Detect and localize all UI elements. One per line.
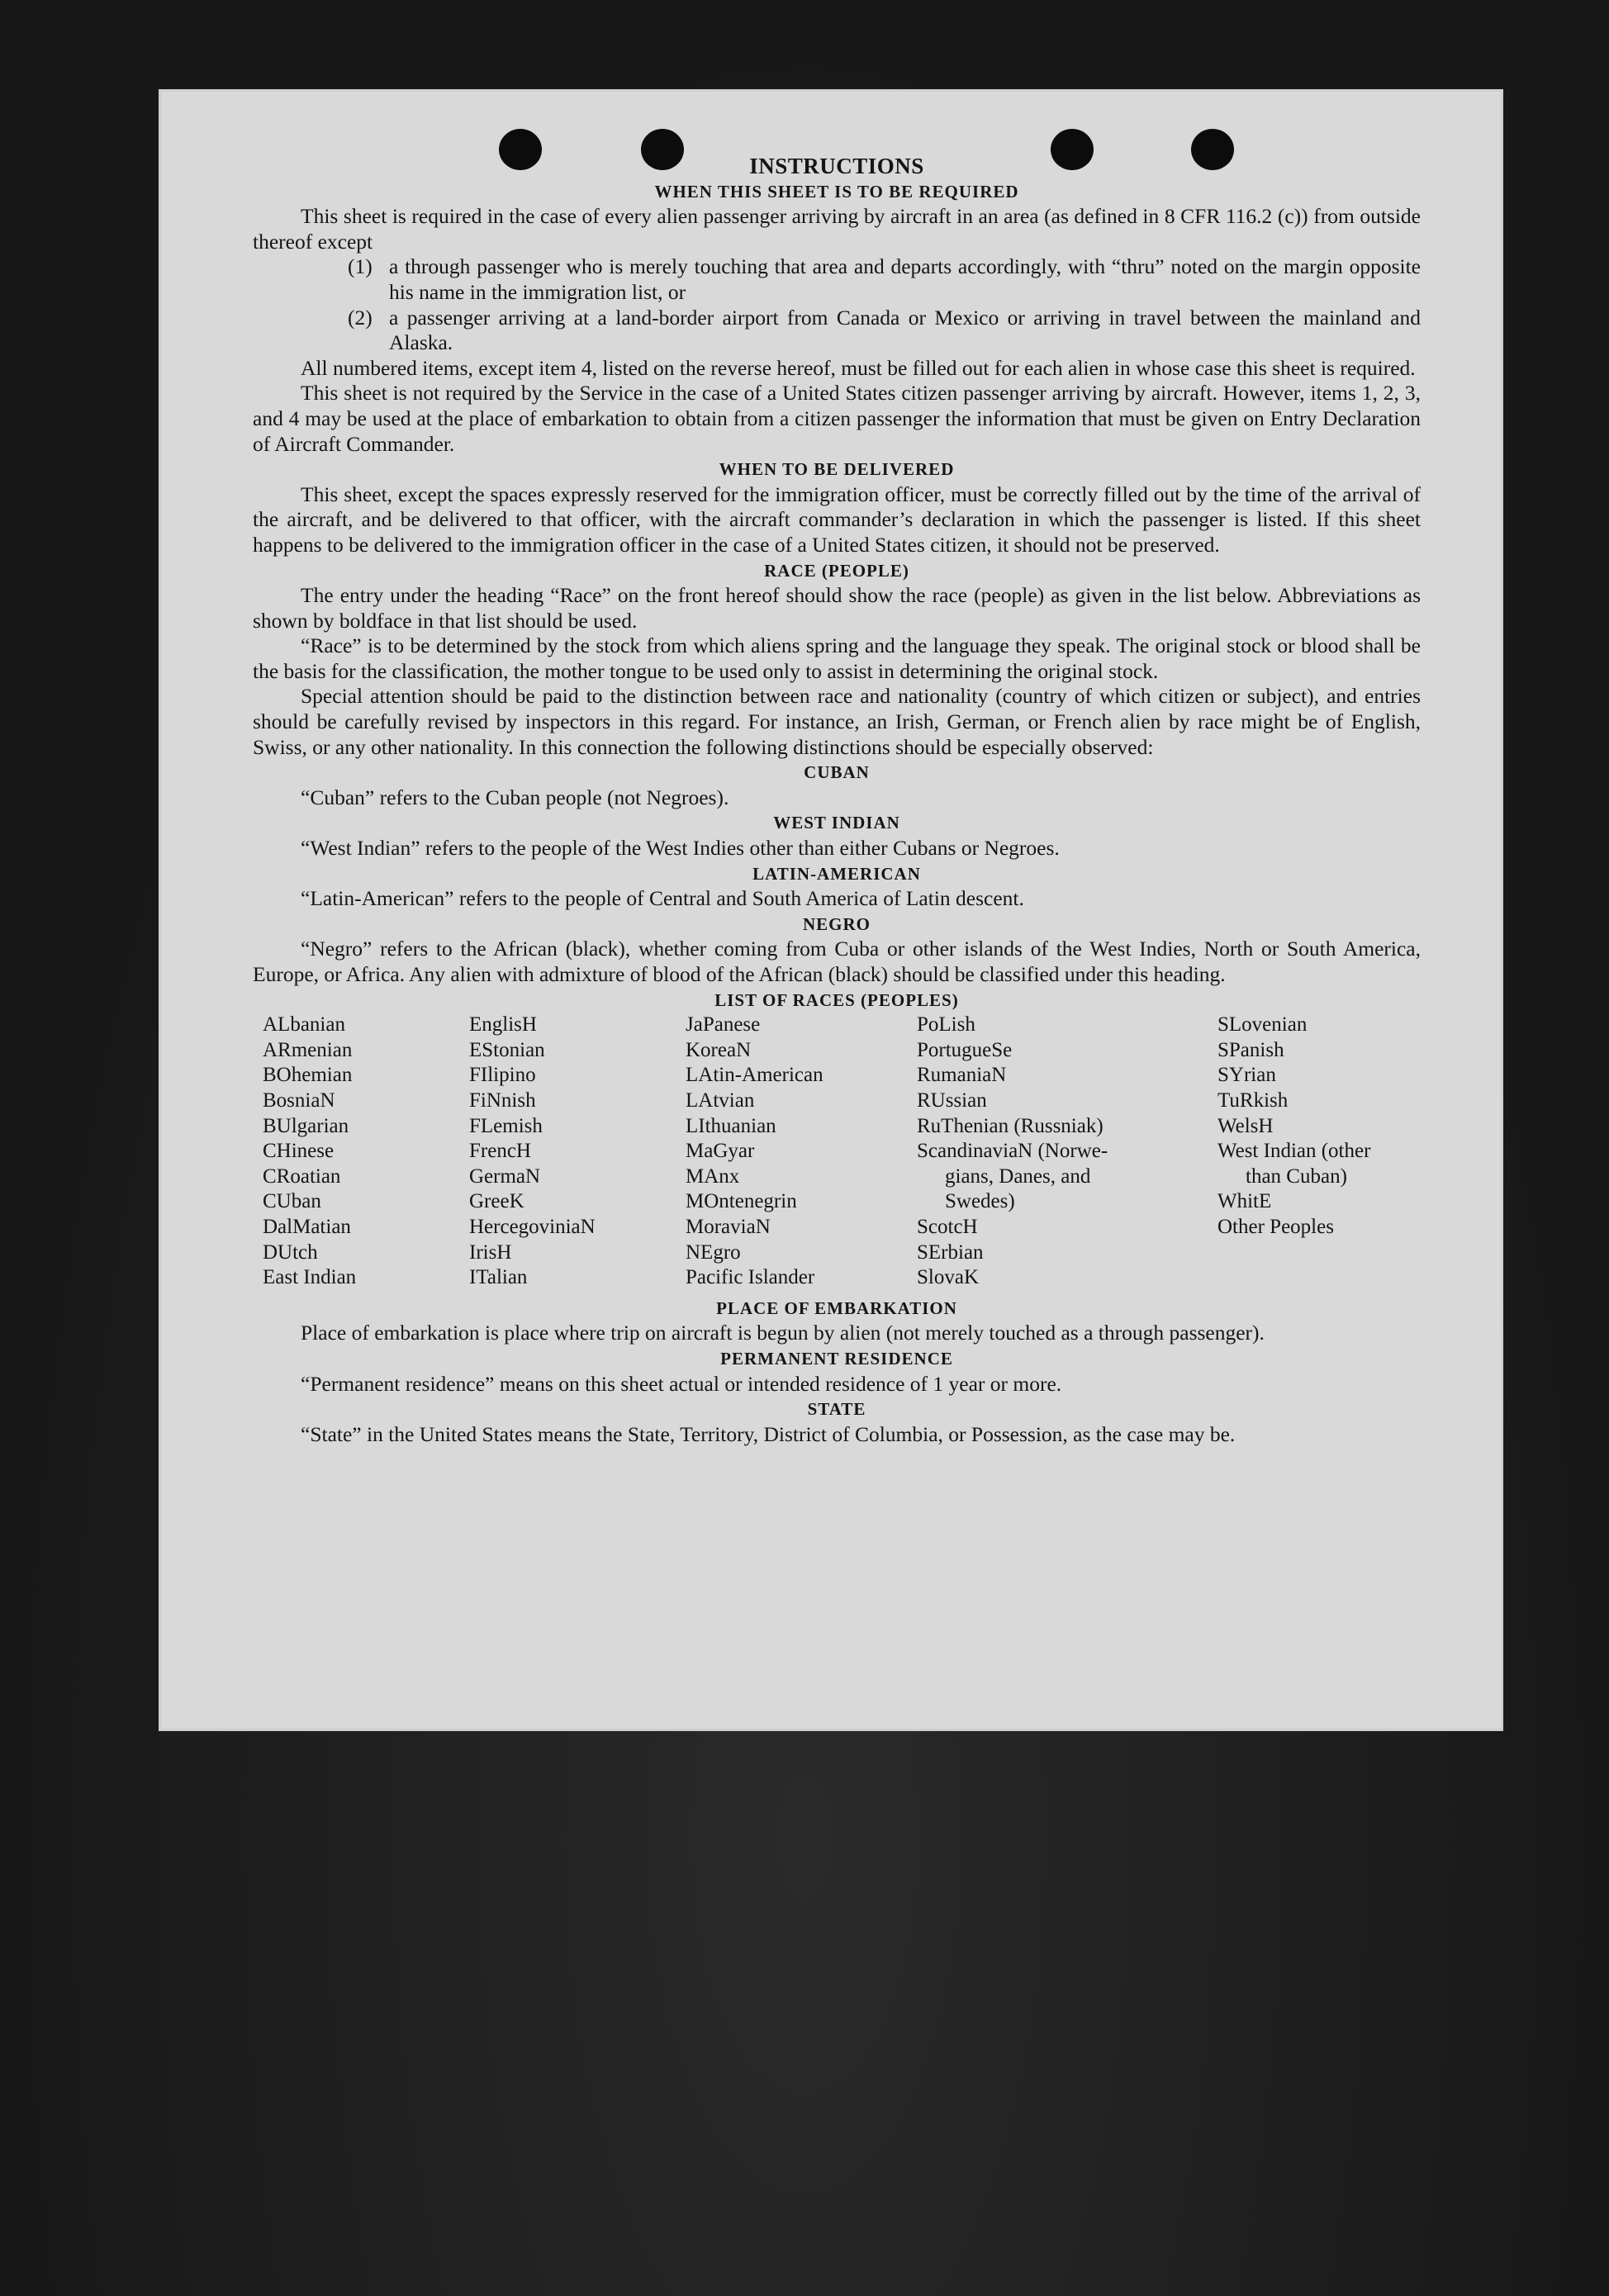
heading-when-delivered: WHEN TO BE DELIVERED — [719, 459, 955, 480]
heading-race: RACE (PEOPLE) — [764, 560, 909, 581]
race-entry: WhitE — [1217, 1190, 1272, 1213]
race-entry: MOntenegrin — [686, 1190, 797, 1213]
paragraph: This sheet is not required by the Service in the case of a United States citizen passenger arriving by aircraft. However, items 1, 2, 3, and 4 may be used at the place of embarkation to obtain from a citizen passenger the information that must be given on Entry Declaration of Aircraft Commander. — [253, 381, 1421, 456]
instruction-sheet — [159, 89, 1503, 1731]
race-entry: East Indian — [263, 1266, 357, 1289]
paragraph: Place of embarkation is place where trip on aircraft is begun by alien (not merely touched as a through passenger). — [301, 1321, 1265, 1345]
race-entry: than Cuban) — [1246, 1165, 1347, 1188]
race-entry: LIthuanian — [686, 1114, 776, 1137]
race-entry: MaGyar — [686, 1140, 755, 1163]
race-entry: gians, Danes, and — [945, 1165, 1091, 1188]
race-entry: Other Peoples — [1217, 1215, 1334, 1238]
race-entry: ScandinaviaN (Norwe- — [917, 1140, 1108, 1163]
race-entry: CHinese — [263, 1140, 335, 1163]
races-column — [263, 1013, 469, 1291]
heading-list-of-races: LIST OF RACES (PEOPLES) — [714, 989, 959, 1010]
heading-state: STATE — [807, 1399, 866, 1420]
race-entry: FrencH — [469, 1140, 531, 1163]
race-entry: CUban — [263, 1190, 321, 1213]
race-entry: PoLish — [917, 1013, 975, 1037]
race-entry: HercegoviniaN — [469, 1215, 596, 1238]
race-entry: RuThenian (Russniak) — [917, 1114, 1104, 1137]
races-column — [1217, 1013, 1432, 1291]
race-entry: LAtin-American — [686, 1064, 823, 1087]
race-entry: GermaN — [469, 1165, 541, 1188]
paragraph: “Cuban” refers to the Cuban people (not Negroes). — [301, 785, 729, 809]
race-entry: BUlgarian — [263, 1114, 349, 1137]
paragraph: “Negro” refers to the African (black), whether coming from Cuba or other islands of the West Indies, North or South America, Europe, or Africa. Any alien with admixture of blood of the African (black) should be classified under this heading. — [253, 937, 1421, 986]
paragraph: “Permanent residence” means on this sheet actual or intended residence of 1 year or more. — [301, 1371, 1062, 1396]
paragraph: All numbered items, except item 4, listed on the reverse hereof, must be filled out for each alien in whose case this sheet is required. — [301, 355, 1416, 380]
instructions-content — [253, 154, 1421, 1447]
paragraph: This sheet, except the spaces expressly reserved for the immigration officer, must be correctly filled out by the time of the arrival of the aircraft, and be delivered to that officer, with the aircraft commander’s declaration in which the passenger is listed. If this sheet happens to be delivered to the immigration officer in the case of a United States citizen, it should not be preserved. — [253, 481, 1421, 557]
list-item — [253, 306, 1421, 356]
heading-latin-american: LATIN-AMERICAN — [752, 863, 921, 884]
heading-residence: PERMANENT RESIDENCE — [720, 1348, 953, 1369]
race-entry: FLemish — [469, 1114, 543, 1137]
race-entry: DalMatian — [263, 1215, 351, 1238]
race-entry: ScotcH — [917, 1215, 978, 1238]
race-entry: EStonian — [469, 1038, 545, 1061]
race-entry: SYrian — [1217, 1064, 1276, 1087]
paragraph: Special attention should be paid to the distinction between race and nationality (country of which citizen or subject), and entries should be carefully revised by inspectors in this regard. For instance, an Irish, German, or French alien by race might be of English, Swiss, or any other nationality. In this connection the following distinctions should be especially observed: — [253, 684, 1421, 759]
race-entry: West Indian (other — [1217, 1140, 1371, 1163]
race-entry: FIlipino — [469, 1064, 536, 1087]
races-list — [263, 1013, 1421, 1291]
race-entry: WelsH — [1217, 1114, 1274, 1137]
race-entry: PortugueSe — [917, 1038, 1013, 1061]
race-entry: NEgro — [686, 1241, 741, 1264]
heading-when-required: WHEN THIS SHEET IS TO BE REQUIRED — [654, 181, 1019, 202]
race-entry: RumaniaN — [917, 1064, 1007, 1087]
paragraph: “State” in the United States means the State, Territory, District of Columbia, or Possession, as the case may be. — [301, 1421, 1236, 1446]
heading-cuban: CUBAN — [804, 762, 870, 783]
race-entry: SErbian — [917, 1241, 984, 1264]
race-entry: MoraviaN — [686, 1215, 771, 1238]
paragraph: The entry under the heading “Race” on the front hereof should show the race (people) as given in the list below. Abbreviations as shown by boldface in that list should be used. — [253, 583, 1421, 633]
item-text: a through passenger who is merely touching that area and departs accordingly, with “thru” noted on the margin opposite his name in the immigration list, or — [389, 254, 1421, 304]
race-entry: ARmenian — [263, 1038, 353, 1061]
races-column — [917, 1013, 1217, 1291]
paragraph: This sheet is required in the case of every alien passenger arriving by aircraft in an area (as defined in 8 CFR 116.2 (c)) from outside thereof except — [253, 204, 1421, 254]
race-entry: FiNnish — [469, 1089, 536, 1112]
paragraph: “West Indian” refers to the people of the West Indies other than either Cubans or Negroes. — [301, 836, 1060, 861]
heading-negro: NEGRO — [802, 913, 871, 934]
race-entry: BosniaN — [263, 1089, 335, 1112]
paragraph: “Race” is to be determined by the stock from which aliens spring and the language they speak. The original stock or blood shall be the basis for the classification, the mother tongue to be used only to assist in determining the original stock. — [253, 633, 1421, 683]
race-entry: KoreaN — [686, 1038, 752, 1061]
race-entry: RUssian — [917, 1089, 987, 1112]
races-column — [469, 1013, 686, 1291]
race-entry: ALbanian — [263, 1013, 345, 1037]
heading-west-indian: WEST INDIAN — [773, 813, 900, 833]
list-item — [253, 254, 1421, 305]
race-entry: ITalian — [469, 1266, 528, 1289]
races-column — [686, 1013, 917, 1291]
race-entry: DUtch — [263, 1241, 318, 1264]
item-text: a passenger arriving at a land-border airport from Canada or Mexico or arriving in travel between the mainland and Alaska. — [389, 305, 1421, 355]
race-entry: GreeK — [469, 1190, 524, 1213]
race-entry: EnglisH — [469, 1013, 537, 1037]
race-entry: Pacific Islander — [686, 1266, 815, 1289]
page-title: INSTRUCTIONS — [749, 154, 924, 178]
race-entry: Swedes) — [945, 1190, 1015, 1213]
race-entry: JaPanese — [686, 1013, 761, 1037]
race-entry: TuRkish — [1217, 1089, 1289, 1112]
race-entry: SlovaK — [917, 1266, 979, 1289]
race-entry: CRoatian — [263, 1165, 341, 1188]
race-entry: SPanish — [1217, 1038, 1284, 1061]
race-entry: SLovenian — [1217, 1013, 1308, 1037]
item-number: (1) — [348, 254, 373, 279]
heading-embarkation: PLACE OF EMBARKATION — [716, 1297, 957, 1318]
race-entry: IrisH — [469, 1241, 512, 1264]
paragraph: “Latin-American” refers to the people of Central and South America of Latin descent. — [301, 886, 1024, 911]
race-entry: MAnx — [686, 1165, 740, 1188]
race-entry: LAtvian — [686, 1089, 755, 1112]
item-number: (2) — [348, 305, 373, 330]
race-entry: BOhemian — [263, 1064, 353, 1087]
